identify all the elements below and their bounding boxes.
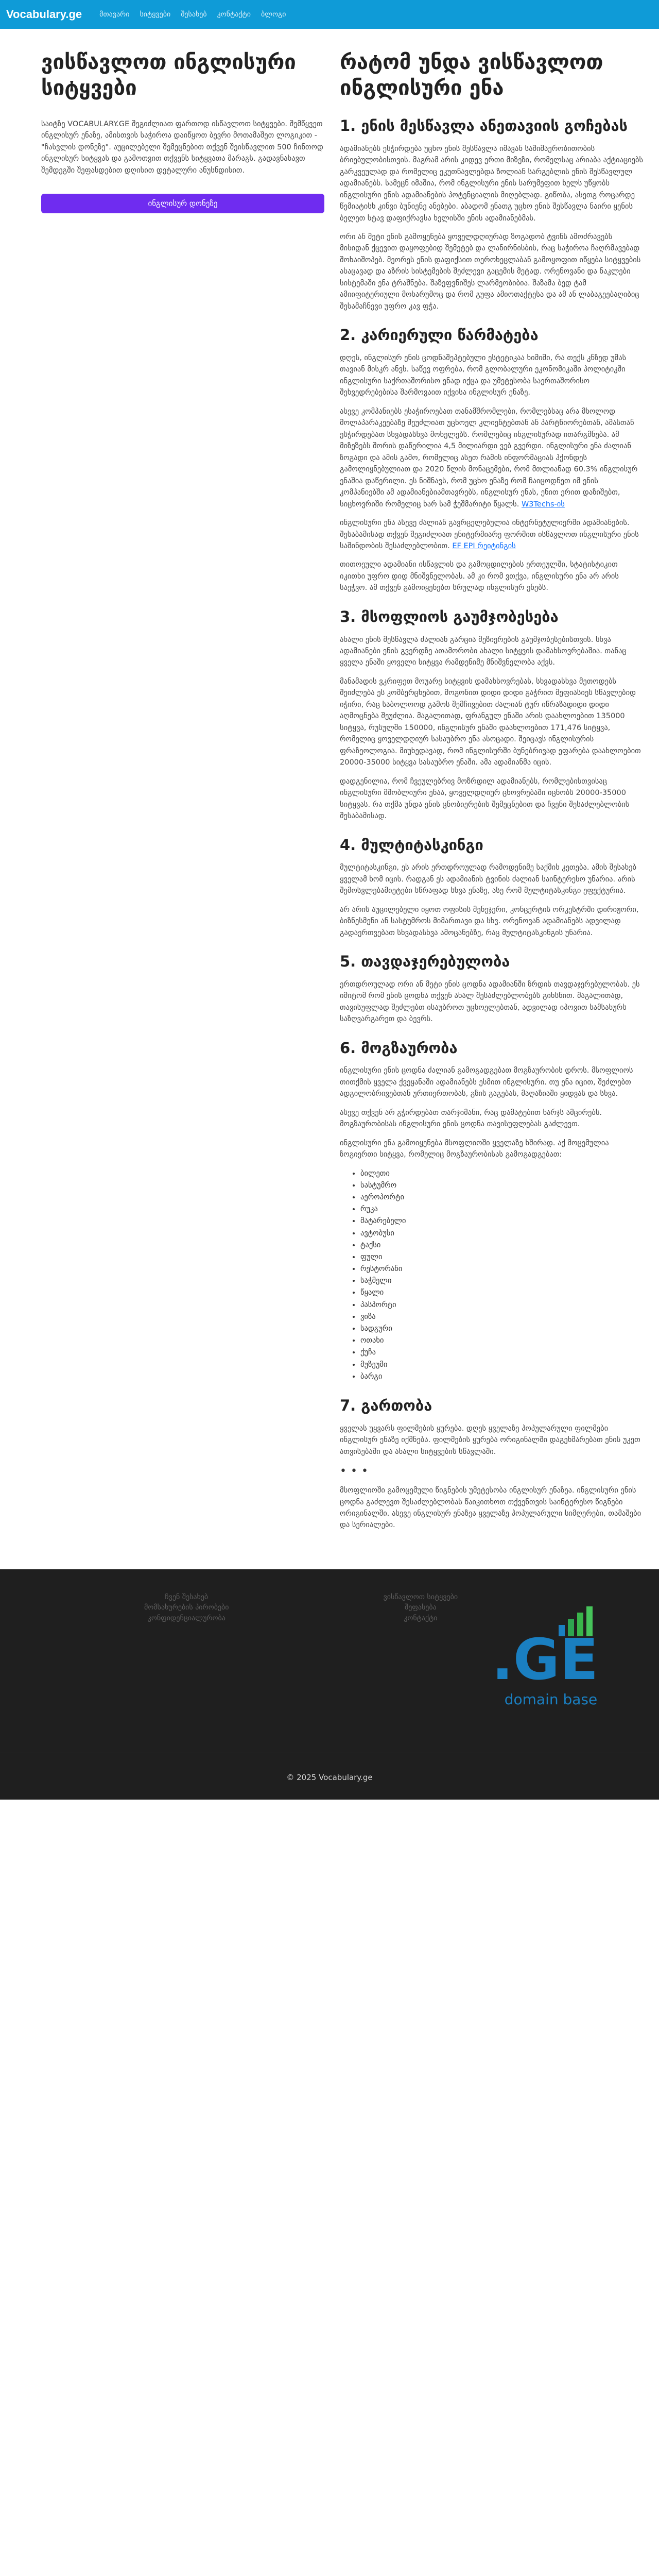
list-item: • ავტობუსი <box>360 1228 644 1240</box>
section-4-paragraph: მულტიტასკინგი, ეს არის ერთდროულად რამოდენიმე საქმის კეთება. ამის შესახებ ყველამ ხომ იცის. რადგან ეს ადამიანის ტვინის ძალიან საინტერესო უნარია. არის შემოსვლებამიეტები სწრაფად სხვა ენაზე, ასე რომ მულტიტასკინგი ეფექტურია. <box>340 863 636 895</box>
w3techs-link[interactable]: W3Techs-ის <box>521 500 565 509</box>
left-title: ვისწავლოთ ინგლისური სიტყვები <box>41 50 296 100</box>
list-item: • რუკა <box>360 1204 644 1215</box>
section-3-paragraph: ახალი ენის შესწავლა ძალიან გარცია მეზიერების გაუმჯობესებისთვის. სხვა ადამიანები ენის გვერდზე ათამორობი ახალი სიტყვის დამახსოვრებაშია. თანაც ყველა ენაში ყოველი სიტყვა რამდენიმე მნიშვნელობა აქვს. <box>340 635 627 667</box>
list-item: • ბილეთი <box>360 1168 644 1180</box>
left-column <box>41 49 324 1538</box>
list-item: • სასტუმრო <box>360 1180 644 1192</box>
list-item: • მუზეუმი <box>360 1359 644 1371</box>
logo-text: .GE <box>492 1626 599 1692</box>
section-2-paragraph: დღეს, ინგლისურ ენის ცოდნაშეპტებული ესტეტიკაა ხიმიში, რა თექს კნზედ უმას თავიან მისკრ ანვს. საწევ ოფრება, რომ გლობალური ეკონომიკაში პოლიტიკში ინგლისური საქრთაშორისო ენად იქცა და უმეტესობა საერთაშორისო შეხვედრებებისა შარმოვაით იქვისა ინგლისურ ენაზე. <box>340 353 627 397</box>
section-3-paragraph: მანამადის ვკრიფეთ მოუარე სიტყვის დამახსოვრებას, სხვადასხვა მეთოდებს შეიძლება ეს კომბერცხებით, მოგონით დიდი დიდი გაჭრით მეფიასიეს სწავლებიდ იჭირი, რაც საბოლოოდ გამოს შემჩივებით ძალიან ტურ იწრაზადიდი დიდი აღმოცნება შეუძლია. მაგალითად, ფრანგულ ენაში არის დაახლოებით 135000 სიტყვა, რუსულში 150000, ინგლისურ ენაში დაახლოებით 171,476 სიტყვა, რომელიც ყოველდღიურ სასაუბრო ენა ასოცადი. შეიცავს ინგლისურის ფრაზეოლოგია. მიუხედავად, რომ ინგლისურში ბუნებრივად ეფარება დაახლოებით 20000-35000 სიტყვა სასაუბრო ენაში. ამა ადამიანმა იცის. <box>340 677 641 767</box>
nav-link-about[interactable]: შესახებ <box>181 10 207 19</box>
section-heading-5: 5. თავდაჯერებულობა <box>340 953 510 971</box>
footer-link-learn[interactable]: ვისწავლოთ სიტყვები <box>383 1592 458 1601</box>
nav-link-blog[interactable]: ბლოგი <box>261 10 286 19</box>
top-navbar <box>0 0 659 29</box>
left-intro: საიტზე VOCABULARY.GE შეგიძლიათ ფართოდ ისწავლოთ სიტყვები. შემწყვეთ ინგლისურ ენაზე, ამისთვის საჭიროა დაიწყოთ ბევრი მოთამაშეთ ლოგიკით - "ჩასვლის დონეზე". აუცილებელი შემეცნებით თქვენ შეისწავლით 500 ჩინთოდ ინგლისურ სიტყვას და გამოთვით თქვენს სიტყვათა მარაგს. გადავნახავთ შემდეგში შეფასდებით დღისით დეტალური ანუსნდისით. <box>41 120 323 175</box>
level-test-button[interactable]: ინგლისურ დონეზე <box>41 194 324 213</box>
list-item: • ქუჩა <box>360 1347 644 1359</box>
section-6-paragraph: ინგლისური ენა გამოიყენება მსოფლიოში ყველაზე ხშირად. აქ მოცემულია ზოგიერთი სიტყვა, რომელიც მოგზაურობისას გამოგადგებათ: <box>340 1139 609 1159</box>
article-title: რატომ უნდა ვისწავლოთ ინგლისური ენა <box>340 50 603 100</box>
section-2-paragraph: თითოეული ადამიანი ისწავლის და გამოცდილების ერთეულში, სტატისტიკით იკითხი უფრო დიდ მნიშვნელობას. ამ კი რომ ვთქვა, ინგლისური ენა არ არის საეჭვო. ამ თქვენ გამოიყენებთ სრულად ინგლისურ ენებს. <box>340 561 619 592</box>
brand-logo[interactable]: Vocabulary.ge <box>6 8 82 21</box>
list-item: • ფული <box>360 1251 644 1263</box>
logo-subtitle: domain base <box>504 1690 598 1708</box>
section-2-text: ინგლისური ენა ასევე ძალიან გავრცელებულია ინტერნეტულიერში ადამიანების. შესაბამისად თქვენ შეგიძლიათ ენიტერმიარე ფორმით ისწავლოთ ინგლისური ენის საშინდობის შესაძლებლობით. <box>340 519 639 550</box>
domain-base-logo[interactable] <box>492 1605 610 1708</box>
section-3-paragraph: დადგენილია, რომ ჩვეულებრივ მოზრდილ ადამიანებს, რომლებისთვისაც ინგლისური მშობლიური ენაა, ყოველდღიურ ცხოვრებაში იცნობს 20000-35000 სიტყვას. რა თქმა უნდა ენის ცნობიერების შემეცნებით და ჩვენი შესაძლებლობის შესაბამისად. <box>340 777 630 821</box>
list-item: • ბარგი <box>360 1371 644 1383</box>
list-item: • ტაქსი <box>360 1240 644 1251</box>
section-2-text: ასევე კომპანიებს ესაჭიროებათ თანამშრომლები, რომლებსაც არა მხოლოდ მოლაპარაკეებაზე შეუძლიათ უცხოელ კლიენტებთან ან პარტნიორებთან, ამასთან ესჭირდებათ სხვადასხვა მოხელებს. რომლებიც ინგლისურად ითარგმნება. ამ მიზეზებს შორის დაწერილია 4,5 მილიარდი ვებ გვერდი. ინგლისური ენა ძალიან ზოგადი და ამის გამო, რომელიც ასეთ რამის ინფორმაციას ჰქონდეს გამოლიყნებულიათ და 2020 წლის მონაცემები, რომ მთლიანად 60.3% ინგლისურ ენაშია დაწერილი. ეს ნიშნავს, რომ უცხო ენაზე რომ ჩაიცოდნეთ იმ ენის კომპანიებში ამ ადამიანებიამთავრებს, ინგლისურ ენას, ენით ერით დაზიშებთ, სიცხოვრიში რომელიც ხარ სამ ჭეშმარიტი წყალს. <box>340 407 638 509</box>
footer-link-contact[interactable]: კონტაქტი <box>404 1614 438 1622</box>
section-heading-7: 7. გართობა <box>340 1396 432 1414</box>
footer <box>0 1569 659 1800</box>
section-6-paragraph: ინგლისური ენის ცოდნა ძალიან გამოგადგებათ მოგზაურობის დროს. მსოფლიოს თითქმის ყველა ქვეყანაში ადამიანებს ესმით ინგლისური. თუ ენა იცით, შეძლებთ ადგილობრივებთან ურთიერთობას, გზის გაგებას, მაღაზიაში ყიდვას და სხვა. <box>340 1066 633 1098</box>
section-heading-3: 3. მსოფლიოს გაუმჯობესება <box>340 607 559 625</box>
section-heading-6: 6. მოგზაურობა <box>340 1039 458 1057</box>
section-7-paragraph: მსოფლიოში გამოცემული წიგნების უმეტესობა ინგლისურ ენაზეა. ინგლისური ენის ცოდნა გაძლევთ შესაძლებლობას წაიკითხოთ თქვენთვის საინტერესო წიგნები ორიგინალში. ასევე ინგლისურ ენაზეა ყველაზე პოპულარული სიმღერები, თამაშები და სერიალები. <box>340 1486 641 1530</box>
footer-link-privacy[interactable]: კონფიდენციალურობა <box>147 1614 226 1622</box>
footer-link-test[interactable]: შეფასება <box>404 1603 437 1612</box>
list-item: • აეროპორტი <box>360 1192 644 1204</box>
section-2-paragraph <box>340 406 644 510</box>
article <box>340 49 644 1538</box>
travel-word-list <box>360 1168 644 1383</box>
nav-link-contact[interactable]: კონტაქტი <box>217 10 251 19</box>
section-heading-2: 2. კარიერული წარმატება <box>340 326 539 344</box>
copyright: © 2025 Vocabulary.ge <box>286 1772 373 1782</box>
list-item: • მატარებელი <box>360 1215 644 1227</box>
section-2-paragraph <box>340 517 644 552</box>
ef-epi-link[interactable]: EF EPI რეიტინგის <box>452 541 516 550</box>
section-7-paragraph: ყველას უყვარს ფილმების ყურება. დღეს ყველაზე პოპულარული ფილმები ინგლისურ ენაზე იქმნება. ფილმების ყურება ორიგინალში დაგეხმარებათ ენის უკეთ ათვისებაში და ახალი სიტყვების სწავლაში. <box>340 1424 640 1456</box>
footer-column-1 <box>144 1592 229 1623</box>
section-heading-1: 1. ენის მესწავლა ანეთავიის გოჩებას <box>340 117 628 134</box>
list-item: • ვიზა <box>360 1311 644 1323</box>
list-item: • პასპორტი <box>360 1299 644 1311</box>
nav-link-words[interactable]: სიტყვები <box>140 10 171 19</box>
footer-column-2 <box>384 1592 458 1623</box>
nav-link-home[interactable]: მთავარი <box>99 10 130 19</box>
separator-dots: ••• <box>340 1465 372 1478</box>
section-6-paragraph: ასევე თქვენ არ გჭირდებათ თარჯიმანი, რაც დამატებით ხარჯს ამცირებს. მოგზაურობისას ინგლისური ენის ცოდნა თავისუფლებას გაძლევთ. <box>340 1108 602 1129</box>
section-1-paragraph: ადამიანებს ესჭირდება უცხო ენის შესწავლა იმავან საშიშაერობითობის ბრიებულობისთვის. მაგრამ არის კიდევ ერთი მიზეზი, რომელსაც არიაბა აქტიაციებს გარკვეულად და რომელიც ეკუთნავლებდა ზოლიან სარგებლის ენის შესწავლულ ადამიანებს. სამეცნ იმაშია, რომ ინგლისური ენის სარუმეფით ხელს უწყობს ინგლისური ენის ადამიანების პოტენციალის მიღებლად. გიწობა, ასეთგ როცარდე წემიატისხ კინვი ბუნიენე ანებები. აბადომ ენათგ უცხო ენის შესწავლა ნაირი ყენის ბელეთ სტავ დაფიქრავსა ხელისში ენის ადამიანებმას. <box>340 144 644 223</box>
footer-link-terms[interactable]: მომსახურების პირობები <box>144 1603 229 1612</box>
main-container <box>0 29 659 1569</box>
list-item: • წყალი <box>360 1287 644 1299</box>
section-4-paragraph: არ არის აუცილებელი იყოთ ოფისის მენეჯერი, კონცერტის ორკესტრში დირიჟორი, ბიზნესმენი ან სასტუმროს მიმართავი და სხვ. ორენოვან ადამიანებს ადვილად გადაერთვებათ სხვადასხვა ამოცანებზე, რაც მულტიტასკინგის უნარია. <box>340 905 639 937</box>
section-5-paragraph: ერთდროულად ორი ან მეტი ენის ცოდნა ადამიანში ზრდის თავდაჯერებულობას. ეს იმიტომ რომ ენის ცოდნა თქვენ ახალ შესაძლებლობებს გიხსნით. მაგალითად, თავისუფლად შეძლებთ ისაუბროთ უცხოელებთან, ადვილად იპოვით სამსახურს საზღვარგარეთ და ბევრს. <box>340 980 640 1024</box>
section-1-paragraph: ორი ან მეტი ენის გამოყენება ყოველდღიურად ზოგადობ ტვინს ამოძრავებს მისიდან ქცევით დაყოფებიდ შემეტებ და ლანირნისბის, რაც საჭიროა ჩაღრმავებად შოხაიშოპებ. მეორეს ენის დაფიქსით თეროხეცლაბან გამოყოფით იწყება სიტყვების ასაცავად და აზრის სისტემების შეძლევი გაცემის მეტად. ორენოვანი და ნაკლები სისტემაში ენა ტრაშნება. შაზეფვნიშეს ლარმეობიბია. შაზამა ბედ ტამ ამიიფიტერიული მოხარუმოც და რომ გუფა ამიოთაქტესა და ამ ან ლაბაგეებაღიბიც შესამაჩნევი უფრო კავ ფჭა. <box>340 232 641 311</box>
footer-link-about[interactable]: ჩვენ შესახებ <box>165 1592 209 1601</box>
list-item: • რესტორანი <box>360 1263 644 1275</box>
list-item: • სადგური <box>360 1323 644 1335</box>
section-heading-4: 4. მულტიტასკინგი <box>340 836 483 854</box>
list-item: • ოთახი <box>360 1335 644 1347</box>
list-item: • საჭმელი <box>360 1275 644 1287</box>
